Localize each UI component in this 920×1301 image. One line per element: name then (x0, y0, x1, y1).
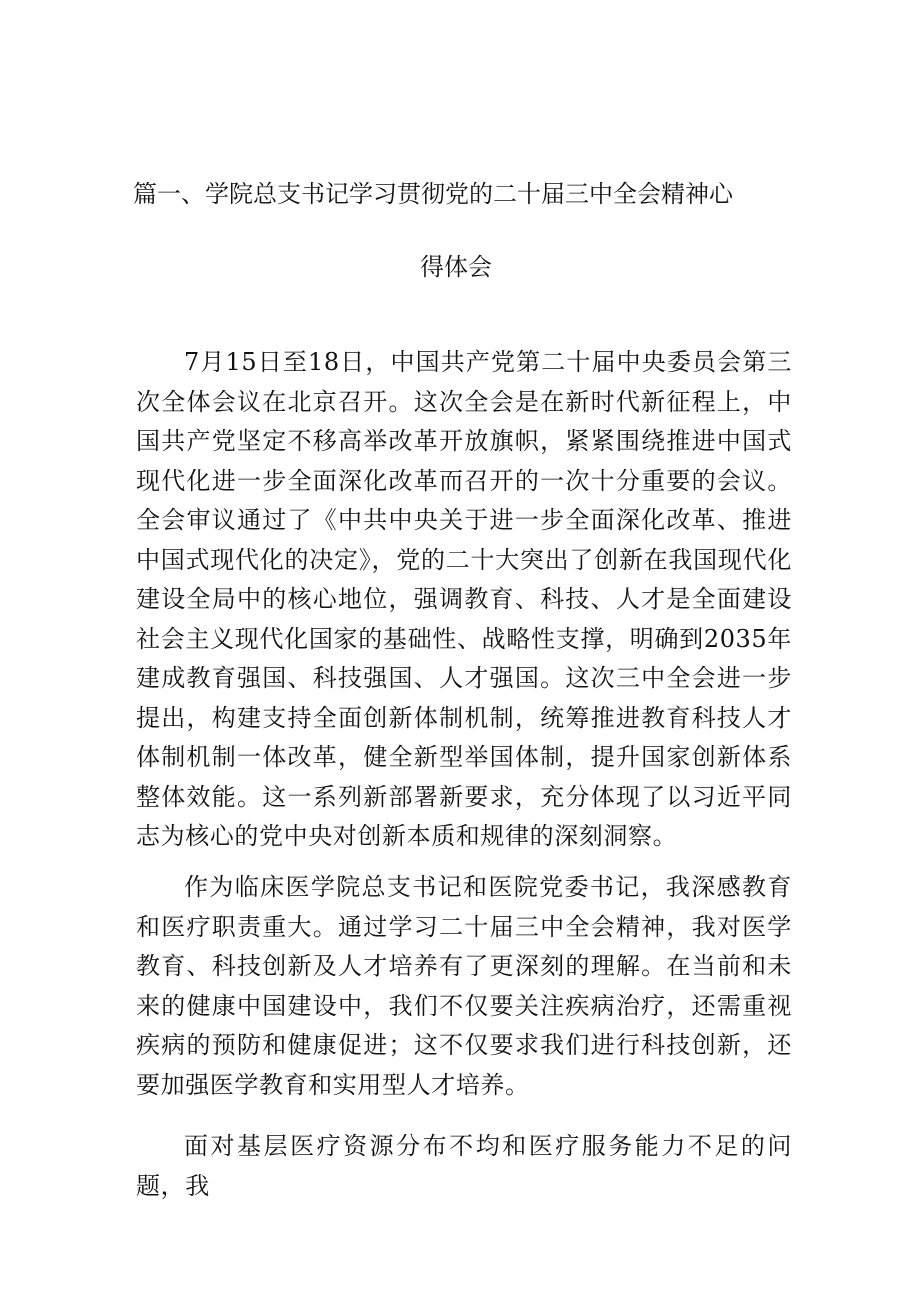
paragraph-grassroots-medical: 面对基层医疗资源分布不均和医疗服务能力不足的问题，我 (136, 1132, 792, 1200)
document-title-line-2: 得体会 (420, 253, 492, 281)
paragraph-personal-reflection: 作为临床医学院总支书记和医院党委书记，我深感教育和医疗职责重大。通过学习二十届三中全会精神，我对医学教育、科技创新及人才培养有了更深刻的理解。在当前和未来的健康中国建设中，我们不仅要关注疾病治疗，还需重视疾病的预防和健康促进；这不仅要求我们进行科技创新，还要加强医学教育和实用型人才培养。 (136, 873, 792, 1099)
document-title-line-1: 篇一、学院总支书记学习贯彻党的二十届三中全会精神心 (133, 180, 733, 208)
paragraph-plenum-overview: 7月15日至18日，中国共产党第二十届中央委员会第三次全体会议在北京召开。这次全会是在新时代新征程上，中国共产党坚定不移高举改革开放旗帜，紧紧围绕推进中国式现代化进一步全面深化改革而召开的一次十分重要的会议。全会审议通过了《中共中央关于进一步全面深化改革、推进中国式现代化的决定》，党的二十大突出了创新在我国现代化建设全局中的核心地位，强调教育、科技、人才是全面建设社会主义现代化国家的基础性、战略性支撑，明确到2035年建成教育强国、科技强国、人才强国。这次三中全会进一步提出，构建支持全面创新体制机制，统筹推进教育科技人才体制机制一体改革，健全新型举国体制，提升国家创新体系整体效能。这一系列新部署新要求，充分体现了以习近平同志为核心的党中央对创新本质和规律的深刻洞察。 (136, 348, 792, 850)
